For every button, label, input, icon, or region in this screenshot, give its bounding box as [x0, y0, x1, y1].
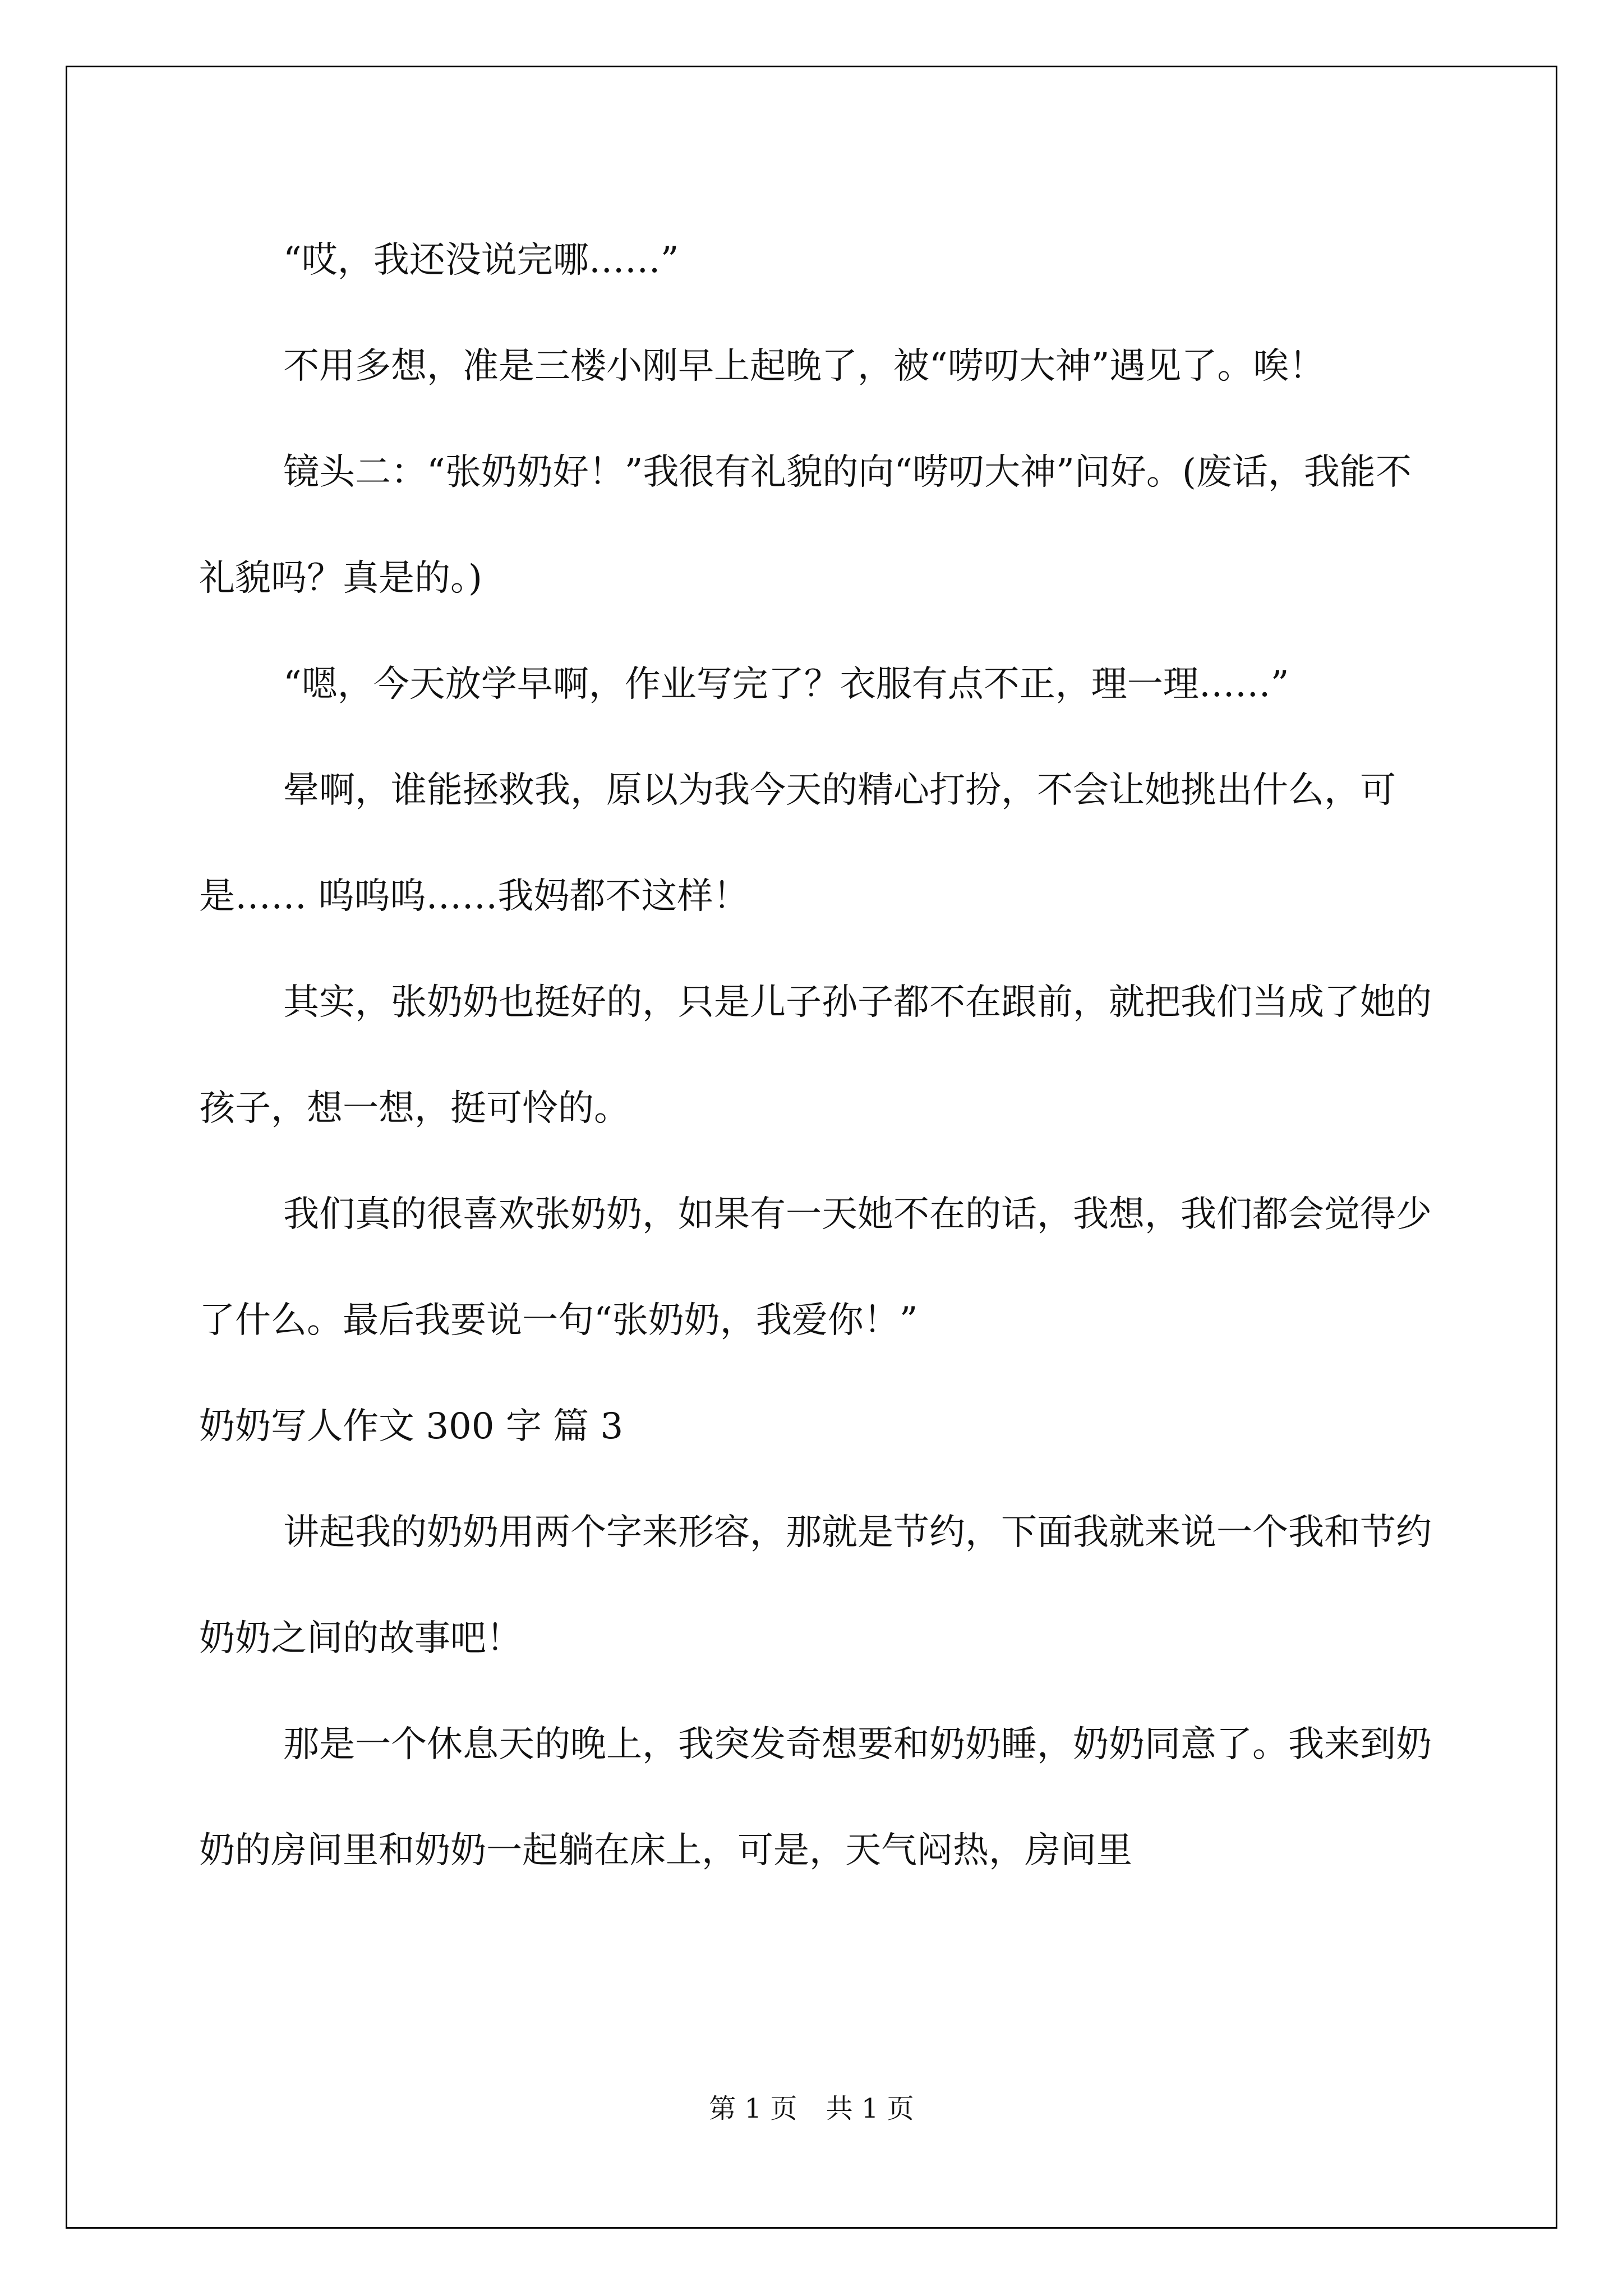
paragraph-4: “嗯，今天放学早啊，作业写完了？衣服有点不正，理一理……” — [283, 664, 1289, 705]
paragraph-1: “哎，我还没说完哪……” — [283, 240, 679, 281]
page-number: 第 1 页 — [709, 2093, 797, 2124]
paragraph-6: 其实，张奶奶也挺好的，只是儿子孙子都不在跟前，就把我们当成了她的孩子，想一想，挺可怜的。 — [199, 982, 1432, 1129]
paragraph-5: 晕啊，谁能拯救我，原以为我今天的精心打扮，不会让她挑出什么，可是…… 呜呜呜……我妈都不这样！ — [199, 770, 1396, 917]
section-heading: 奶奶写人作文 300 字 篇 3 — [199, 1406, 624, 1447]
paragraph-2: 不用多想，准是三楼小刚早上起晚了，被“唠叨大神”遇见了。唉！ — [283, 346, 1325, 387]
page-footer — [0, 2087, 1623, 2125]
paragraph-7: 我们真的很喜欢张奶奶，如果有一天她不在的话，我想，我们都会觉得少了什么。最后我要说一句“张奶奶，我爱你！” — [199, 1194, 1432, 1341]
document-body — [199, 208, 1433, 1904]
paragraph-8: 讲起我的奶奶用两个字来形容，那就是节约，下面我就来说一个我和节约奶奶之间的故事吧！ — [199, 1512, 1432, 1659]
page-total: 共 1 页 — [826, 2093, 914, 2124]
paragraph-9: 那是一个休息天的晚上，我突发奇想要和奶奶睡，奶奶同意了。我来到奶奶的房间里和奶奶一起躺在床上，可是，天气闷热，房间里 — [199, 1724, 1432, 1871]
paragraph-3: 镜头二：“张奶奶好！”我很有礼貌的向“唠叨大神”问好。(废话，我能不礼貌吗？真是的。) — [199, 452, 1412, 599]
